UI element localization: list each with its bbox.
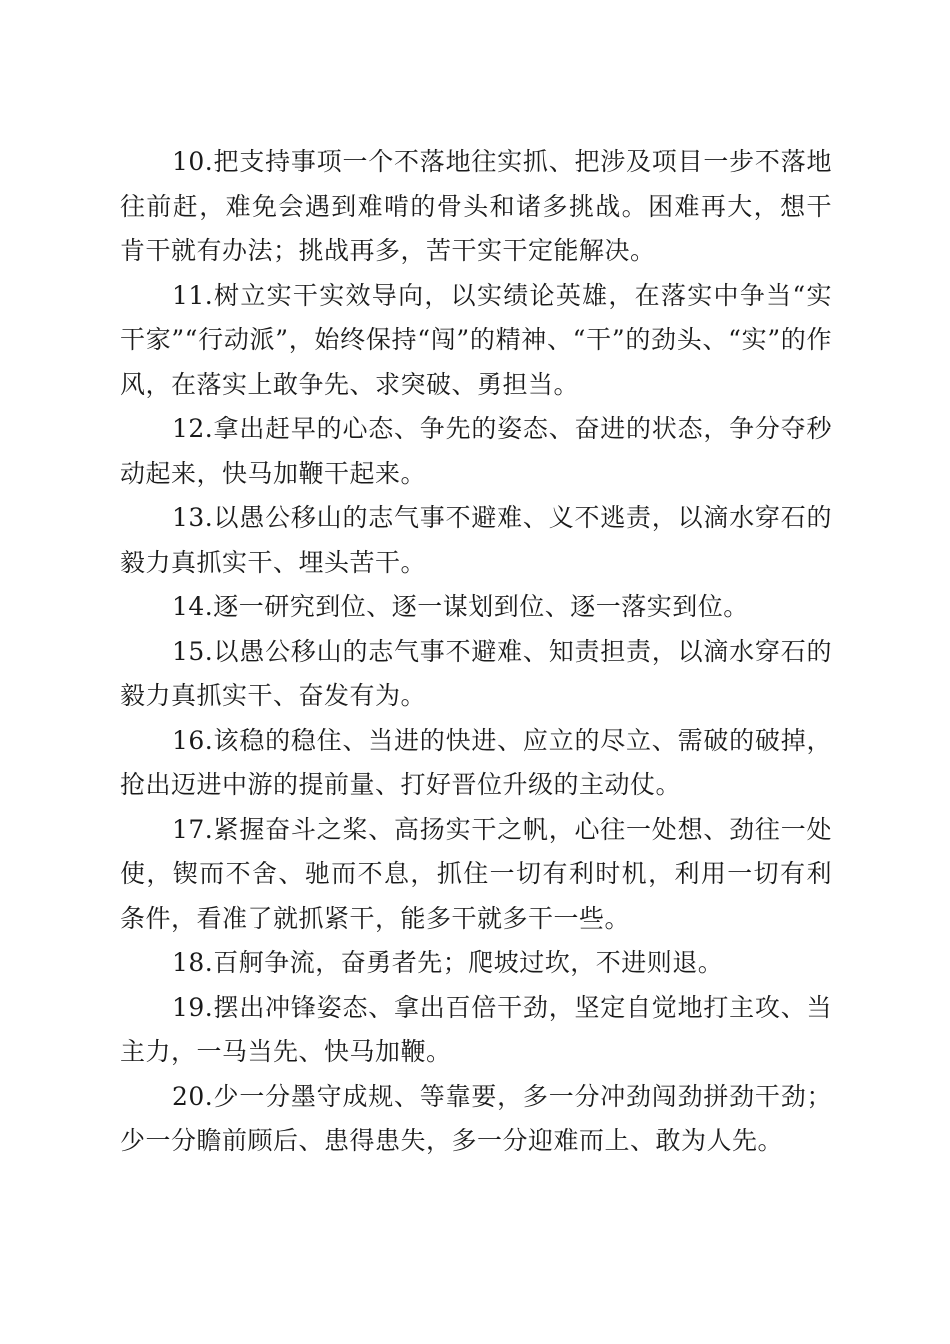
paragraph-11: 11.树立实干实效导向，以实绩论英雄，在落实中争当“实干家”“行动派”，始终保持“闯”的精神、“干”的劲头、“实”的作风，在落实上敢争先、求突破、勇担当。 (120, 280, 832, 399)
paragraph-15: 15.以愚公移山的志气事不避难、知责担责，以滴水穿石的毅力真抓实干、奋发有为。 (120, 636, 832, 710)
paragraph-16: 16.该稳的稳住、当进的快进、应立的尽立、需破的破掉，抢出迈进中游的提前量、打好晋位升级的主动仗。 (120, 725, 832, 799)
paragraph-13: 13.以愚公移山的志气事不避难、义不逃责，以滴水穿石的毅力真抓实干、埋头苦干。 (120, 503, 832, 577)
paragraph-14: 14.逐一研究到位、逐一谋划到位、逐一落实到位。 (172, 592, 749, 621)
paragraph-18: 18.百舸争流，奋勇者先；爬坡过坎，不进则退。 (172, 948, 724, 977)
paragraph-19: 19.摆出冲锋姿态、拿出百倍干劲，坚定自觉地打主攻、当主力，一马当先、快马加鞭。 (120, 992, 832, 1066)
document-body (120, 140, 832, 1164)
paragraph-20: 20.少一分墨守成规、等靠要，多一分冲劲闯劲拼劲干劲；少一分瞻前顾后、患得患失，多一分迎难而上、敢为人先。 (120, 1081, 832, 1155)
paragraph-12: 12.拿出赶早的心态、争先的姿态、奋进的状态，争分夺秒动起来，快马加鞭干起来。 (120, 414, 832, 488)
paragraph-17: 17.紧握奋斗之桨、高扬实干之帆，心往一处想、劲往一处使，锲而不舍、驰而不息，抓住一切有利时机，利用一切有利条件，看准了就抓紧干，能多干就多干一些。 (120, 814, 832, 933)
paragraph-10: 10.把支持事项一个不落地往实抓、把涉及项目一步不落地往前赶，难免会遇到难啃的骨头和诸多挑战。困难再大，想干肯干就有办法；挑战再多，苦干实干定能解决。 (120, 147, 832, 265)
